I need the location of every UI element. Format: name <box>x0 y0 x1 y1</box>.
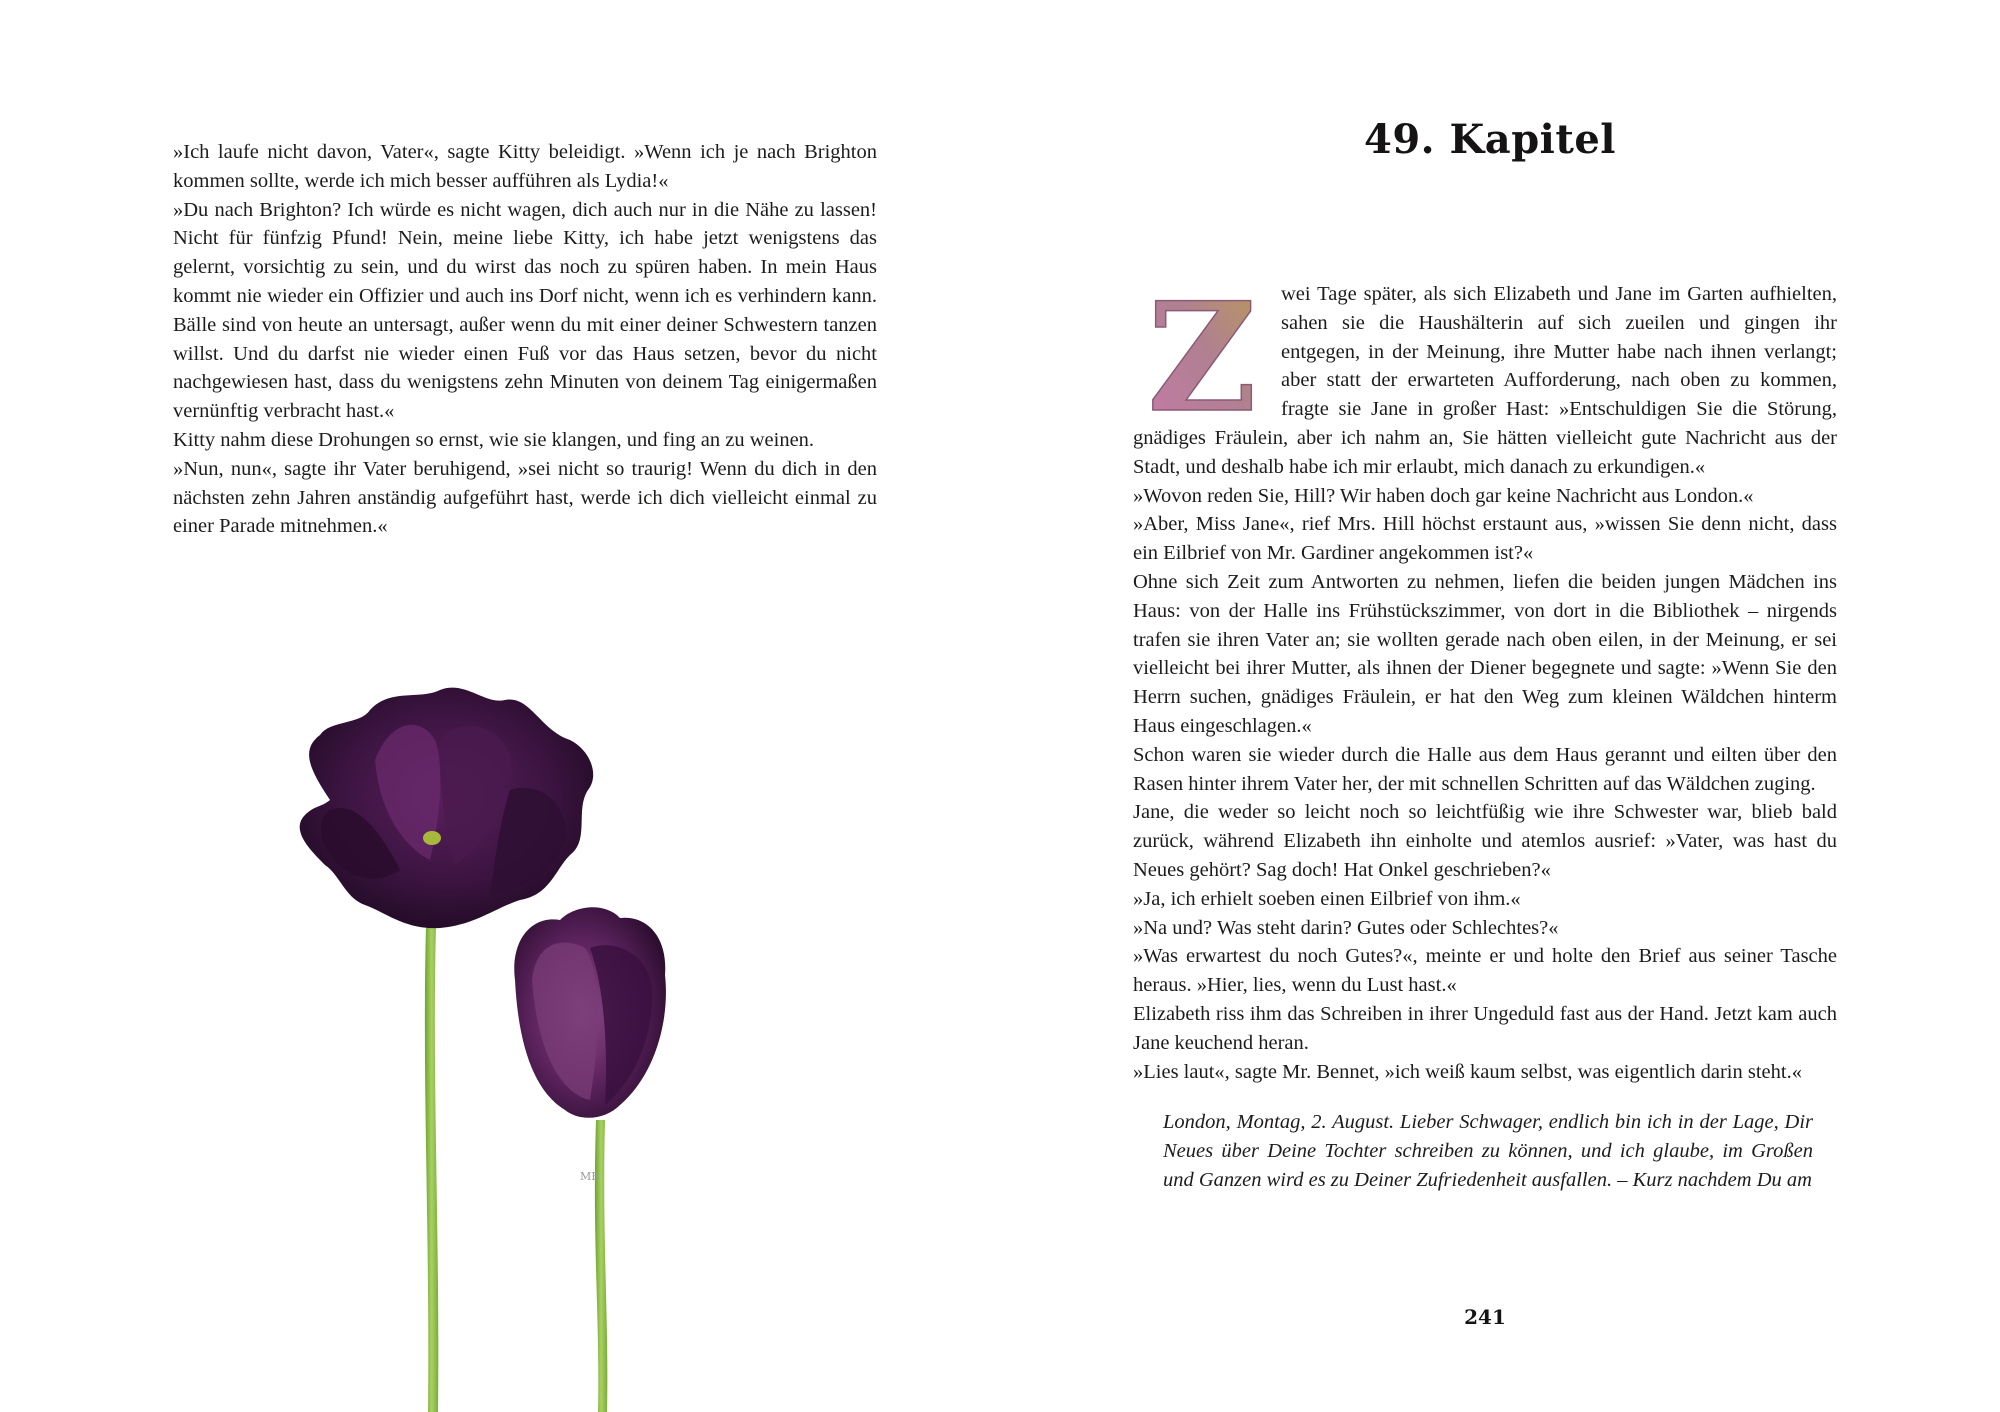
page-number: 241 <box>1464 1305 1506 1329</box>
right-paragraph-4: Schon waren sie wieder durch die Halle aus dem Haus gerannt und eilten über den Rasen hinter ihrem Vater her, der mit schnellen Schritten auf das Wäldchen zuging. <box>1133 743 1837 795</box>
tulip-stem-right <box>595 1120 608 1412</box>
left-paragraph-3: Kitty nahm diese Drohungen so ernst, wie sie klangen, und fing an zu weinen. <box>173 428 815 451</box>
illustration-monogram: MB <box>580 1170 600 1183</box>
cup-tulip-flower <box>514 907 666 1117</box>
tulip-stem-left <box>425 925 438 1412</box>
right-paragraph-9: Elizabeth riss ihm das Schreiben in ihrer Ungeduld fast aus der Hand. Jetzt kam auch Jane keuchend heran. <box>1133 1002 1837 1054</box>
drop-cap-text: Z <box>1147 284 1257 422</box>
right-paragraph-7: »Na und? Was steht darin? Gutes oder Schlechtes?« <box>1133 916 1559 939</box>
right-body-text <box>1133 280 1837 1195</box>
right-paragraph-8: »Was erwartest du noch Gutes?«, meinte er und holte den Brief aus seiner Tasche heraus. »Hier, lies, wenn du Lust hast.« <box>1133 945 1837 997</box>
left-body-text <box>173 138 877 541</box>
drop-cap-letter <box>1133 284 1271 422</box>
right-paragraph-6: »Ja, ich erhielt soeben einen Eilbrief von ihm.« <box>1133 887 1521 910</box>
left-paragraph-1: »Ich laufe nicht davon, Vater«, sagte Kitty beleidigt. »Wenn ich je nach Brighton kommen sollte, werde ich mich besser aufführen als Lydia!« <box>173 141 877 192</box>
left-paragraph-4: »Nun, nun«, sagte ihr Vater beruhigend, »sei nicht so traurig! Wenn du dich in den nächsten zehn Jahren anständig aufgeführt hast, werde ich dich vielleicht einmal zu einer Parade mitnehmen.« <box>173 457 877 538</box>
right-paragraph-10: »Lies laut«, sagte Mr. Bennet, »ich weiß kaum selbst, was eigentlich darin steht.« <box>1133 1060 1802 1083</box>
right-paragraph-1: »Wovon reden Sie, Hill? Wir haben doch gar keine Nachricht aus London.« <box>1133 484 1754 507</box>
opening-paragraph: wei Tage später, als sich Elizabeth und Jane im Garten aufhielten, sahen sie die Haushälterin auf sich zueilen und gingen ihr entgegen, in der Meinung, ihre Mutter habe nach ihnen verlangt; aber statt der erwarteten Aufforderung, nach oben zu kommen, fragte sie Jane in großer Hast: »Entschuldigen Sie die Störung, gnädiges Fräulein, aber ich nahm an, Sie hätten vielleicht gute Nachricht aus der Stadt, und deshalb habe ich mir erlaubt, mich danach zu erkundigen.« <box>1133 283 1837 478</box>
left-paragraph-2: »Du nach Brighton? Ich würde es nicht wagen, dich auch nur in die Nähe zu lassen! Nicht für fünfzig Pfund! Nein, meine liebe Kitty, ich habe jetzt wenigstens das gelernt, vorsichtig zu sein, und du wirst das noch zu spüren haben. In mein Haus kommt nie wieder ein Offizier und auch ins Dorf nicht, wenn ich es verhindern kann. Bälle sind von heute an untersagt, außer wenn du mit einer deiner Schwestern tanzen willst. Und du darfst nie wieder einen Fuß vor das Haus setzen, bevor du nicht nachgewiesen hast, dass du wenigstens zehn Minuten von deinem Tag einigermaßen vernünftig verbracht hast.« <box>173 198 877 423</box>
tulip-illustration <box>270 680 710 1412</box>
parrot-tulip-flower <box>300 688 593 929</box>
right-paragraph-5: Jane, die weder so leicht noch so leichtfüßig wie ihre Schwester war, blieb bald zurück, während Elizabeth ihn einholte und atemlos ausrief: »Vater, was hast du Neues gehört? Sag doch! Hat Onkel geschrieben?« <box>1133 801 1837 881</box>
drop-cap <box>1133 284 1271 422</box>
right-paragraph-2: »Aber, Miss Jane«, rief Mrs. Hill höchst erstaunt aus, »wissen Sie denn nicht, dass ein Eilbrief von Mr. Gardiner angekommen ist?« <box>1133 513 1837 565</box>
letter-excerpt: London, Montag, 2. August. Lieber Schwager, endlich bin ich in der Lage, Dir Neues über Deine Tochter schreiben zu können, und ich glaube, im Großen und Ganzen wird es zu Deiner Zufriedenheit ausfallen. – Kurz nachdem Du am <box>1163 1111 1813 1191</box>
chapter-title: 49. Kapitel <box>1364 116 1616 163</box>
right-paragraph-3: Ohne sich Zeit zum Antworten zu nehmen, liefen die beiden jungen Mädchen ins Haus: von der Halle ins Frühstückszimmer, von dort in die Bibliothek – nirgends trafen sie ihren Vater an; sie wollten gerade nach oben eilen, in der Meinung, er sei vielleicht bei ihrer Mutter, als ihnen der Diener begegnete und sagte: »Wenn Sie den Herrn suchen, gnädiges Fräulein, er hat den Weg zum kleinen Wäldchen hinterm Haus eingeschlagen.« <box>1133 570 1837 737</box>
